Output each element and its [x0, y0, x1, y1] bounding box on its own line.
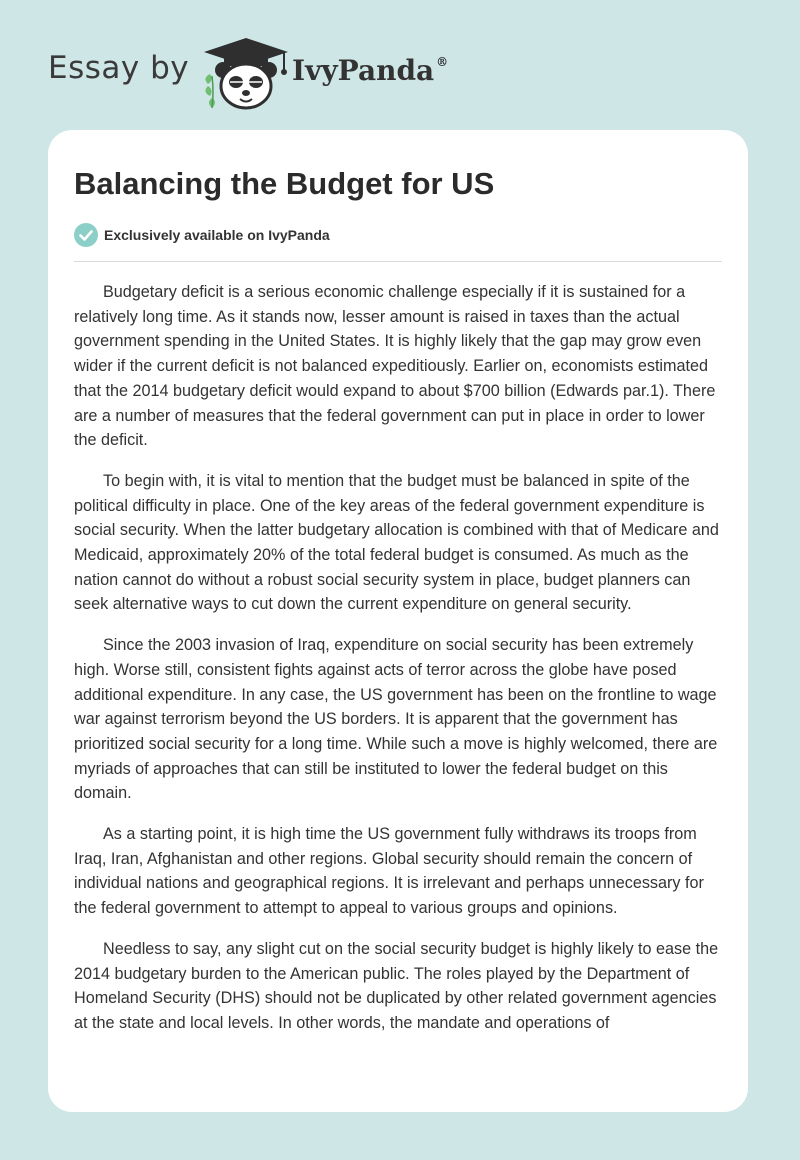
essay-paragraph: As a starting point, it is high time the US government fully withdraws its troops from Iraq, Iran, Afghanistan and other regions. Global security should remain the concern of individual nations and geographical regions. It is irrelevant and perhaps unnecessary for the federal government to attempt to appeal to various groups and opinions. — [74, 825, 704, 918]
exclusive-badge-label: Exclusively available on IvyPanda — [104, 227, 330, 243]
essay-paragraph: To begin with, it is vital to mention that the budget must be balanced in spite of the political difficulty in place. One of the key areas of the federal government expenditure is social security. When the latter budgetary allocation is combined with that of Medicare and Medicaid, approximately 20% of the total federal budget is consumed. As much as the nation cannot do without a robust social security system in place, budget planners can seek alternative ways to cut down the current expenditure on general security. — [74, 471, 719, 614]
essay-paragraph: Since the 2003 invasion of Iraq, expenditure on social security has been extremely high. Worse still, consistent fights against acts of terror across the globe have posed additional expenditure. In any case, the US government has been on the frontline to wage war against terrorism beyond the US borders. It is apparent that the government has prioritized social security for a long time. While such a move is highly welcomed, there are myriads of approaches that can still be instituted to lower the federal budget on this domain. — [74, 636, 718, 803]
essay-title: Balancing the Budget for US — [74, 166, 495, 201]
brand-name-text: IvyPanda — [292, 54, 435, 87]
registered-mark: ® — [436, 54, 449, 69]
essay-by-label: Essay by — [48, 50, 190, 86]
exclusive-badge — [74, 222, 330, 248]
site-header — [0, 0, 800, 130]
essay-card — [48, 130, 748, 1112]
graduation-panda-icon[interactable] — [200, 36, 292, 110]
brand-name[interactable] — [292, 54, 448, 87]
essay-body — [74, 280, 726, 1052]
essay-paragraph: Budgetary deficit is a serious economic challenge especially if it is sustained for a relatively long time. As it stands now, lesser amount is raised in taxes than the actual government spending in the United States. It is highly likely that the gap may grow even wider if the current deficit is not balanced expeditiously. Earlier on, economists estimated that the 2014 budgetary deficit would expand to about $700 billion (Edwards par.1). There are a number of measures that the federal government can put in place in order to lower the deficit. — [74, 283, 716, 450]
essay-paragraph: Needless to say, any slight cut on the social security budget is highly likely to ease the 2014 budgetary burden to the American public. The roles played by the Department of Homeland Security (DHS) should not be duplicated by other related government agencies at the state and local levels. In other words, the mandate and operations of — [74, 939, 719, 1032]
check-circle-icon — [74, 223, 98, 247]
title-divider — [74, 261, 722, 262]
